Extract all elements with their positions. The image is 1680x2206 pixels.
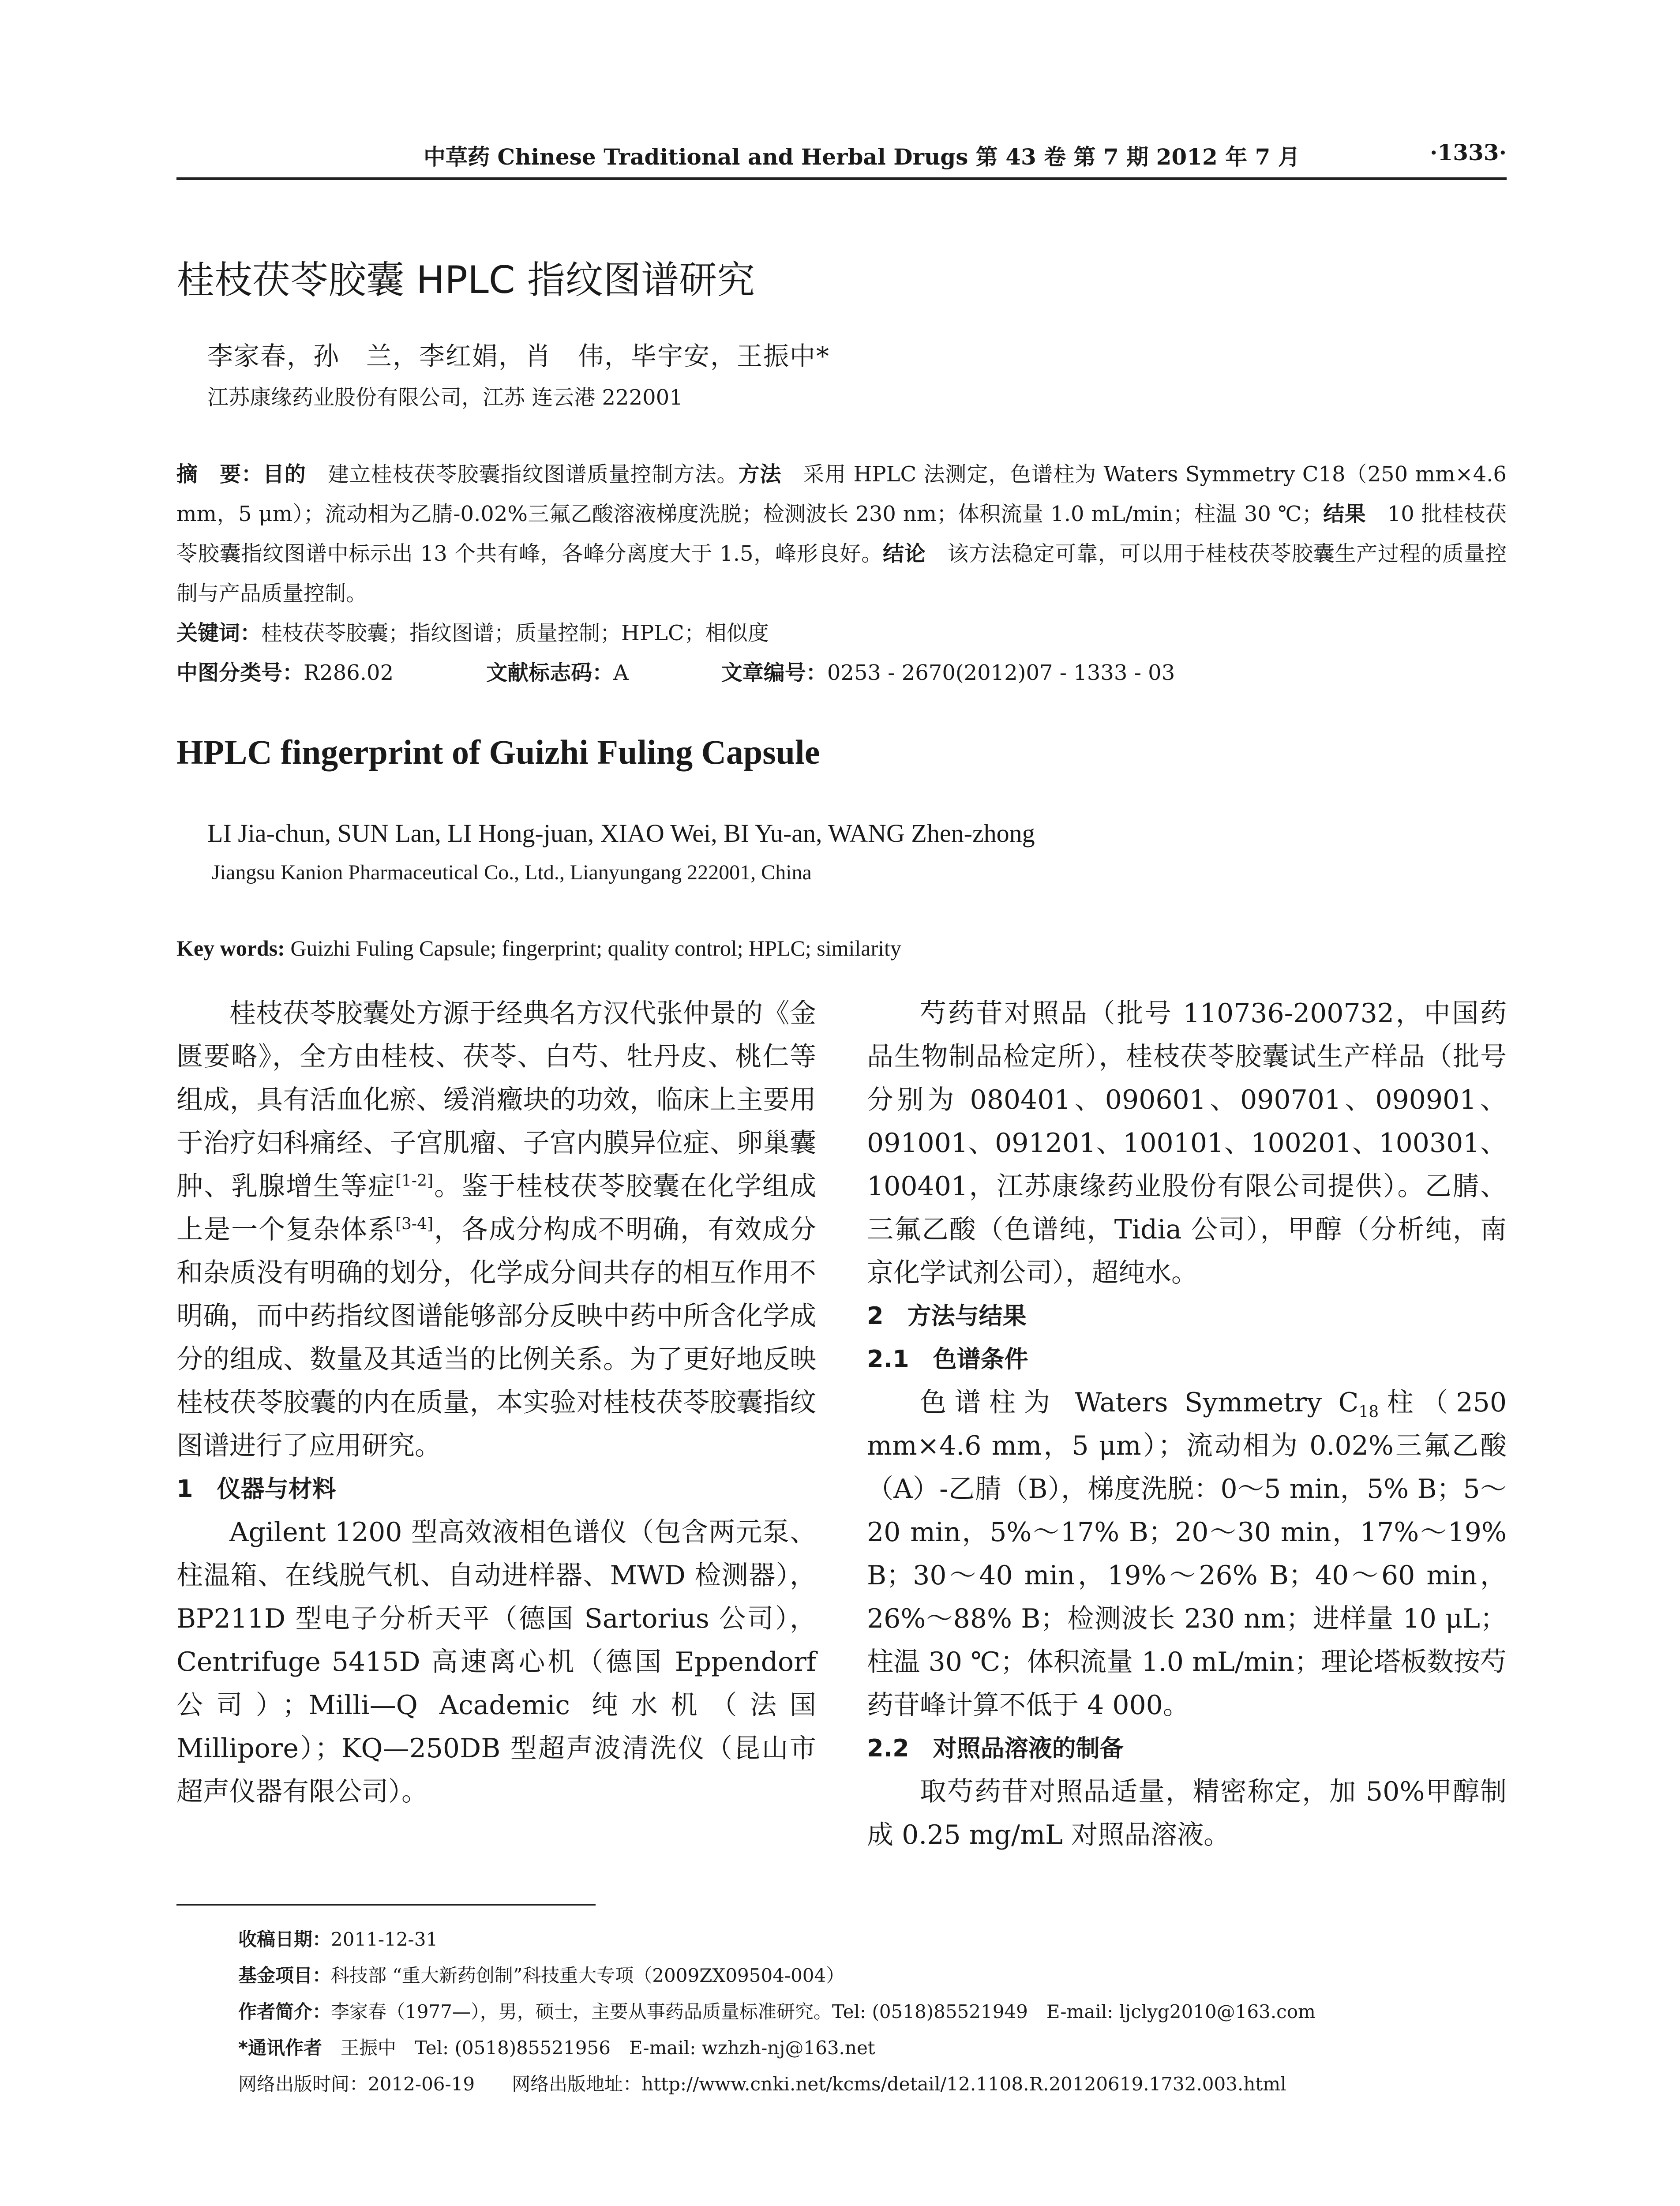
running-header: [176, 139, 1507, 175]
objective-label: 目的: [262, 462, 306, 487]
journal-info: 中草药 Chinese Traditional and Herbal Drugs 第 43 卷 第 7 期 2012 年 7 月: [424, 144, 1300, 170]
author-bio-label: 作者简介：: [238, 2001, 331, 2022]
footnotes: [238, 1921, 1316, 2102]
fund-info: [238, 1958, 1316, 1994]
article-number-value: 0253 - 2670(2012)07 - 1333 - 03: [827, 660, 1175, 685]
keywords-en: [176, 935, 901, 961]
materials-paragraph: 芍药苷对照品（批号 110736-200732，中国药品生物制品检定所），桂枝茯苓胶囊试生产样品（批号分别为 080401、090601、090701、090901、091001、091201、100101、100201、100301、100401，江苏康缘药业股份有限公司提供）。乙腈、三氟乙酸（色谱纯，Tidia 公司），甲醇（分析纯，南京化学试剂公司），超纯水。: [867, 998, 1507, 1288]
online-publication: 网络出版时间：2012-06-19 网络出版地址：http://www.cnki.net/kcms/detail/12.1108.R.20120619.1732.003.html: [238, 2073, 1286, 2095]
author-bio: [238, 1994, 1316, 2030]
received-label: 收稿日期：: [238, 1928, 331, 1950]
doc-code-value: A: [613, 660, 629, 685]
corresponding-author: [238, 2030, 1316, 2066]
intro-text-2: 。鉴于桂枝茯苓胶囊在化学组成上是一个复杂体系: [176, 1171, 817, 1245]
c18-subscript: 18: [1358, 1403, 1379, 1421]
objective-text: 建立桂枝茯苓胶囊指纹图谱质量控制方法。: [306, 462, 739, 487]
conditions-text-2: 柱（250 mm×4.6 mm，5 μm）；流动相为 0.02%三氟乙酸（A）-乙腈（B），梯度洗脱：0～5 min，5% B；5～20 min，5%～17% B；20～30 min，17%～19% B；30～40 min，19%～26% B；40～60 min，26%～88% B；检测波长 230 nm；进样量 10 μL；柱温 30 ℃；体积流量 1.0 mL/min；理论塔板数按芍药苷峰计算不低于 4 000。: [867, 1387, 1507, 1721]
abstract-label: 摘 要：: [176, 462, 263, 487]
method-label: 方法: [738, 462, 782, 487]
article-title-cn: 桂枝茯苓胶囊 HPLC 指纹图谱研究: [176, 258, 755, 302]
clc-value: R286.02: [304, 660, 394, 685]
received-date: [238, 1921, 1316, 1958]
instruments-paragraph: Agilent 1200 型高效液相色谱仪（包含两元泵、柱温箱、在线脱气机、自动进样器、MWD 检测器），BP211D 型电子分析天平（德国 Sartorius 公司），Centrifuge 5415D 高速离心机（德国 Eppendorf 公司）；Milli—Q Academic 纯水机（法国 Millipore）；KQ—250DB 型超声波清洗仪（昆山市超声仪器有限公司）。: [176, 1517, 816, 1807]
author-bio-value: 李家春（1977—），男，硕士，主要从事药品质量标准研究。Tel: (0518)85521949 E-mail: ljclyg2010@163.com: [331, 2001, 1316, 2022]
abstract-cn: [176, 454, 1507, 613]
intro-text-1: 桂枝茯苓胶囊处方源于经典名方汉代张仲景的《金匮要略》，全方由桂枝、茯苓、白芍、牡丹皮、桃仁等组成，具有活血化瘀、缓消癥块的功效，临床上主要用于治疗妇科痛经、子宫肌瘤、子宫内膜异位症、卵巢囊肿、乳腺增生等症: [176, 998, 816, 1202]
body-column-right: [867, 992, 1507, 1857]
affiliation-cn: 江苏康缘药业股份有限公司，江苏 连云港 222001: [207, 385, 683, 410]
corresponding-value: 王振中 Tel: (0518)85521956 E-mail: wzhzh-nj@163.net: [322, 2037, 875, 2059]
page-number: ·1333·: [1430, 139, 1507, 165]
result-text: 10 批桂枝茯苓胶囊指纹图谱中标示出 13 个共有峰，各峰分离度大于 1.5，峰形良好。: [176, 502, 1507, 566]
header-rule: [176, 177, 1507, 180]
section-heading-2: 2 方法与结果: [867, 1302, 1027, 1330]
article-title-en: HPLC fingerprint of Guizhi Fuling Capsule: [176, 733, 820, 771]
reference-solution-paragraph: 取芍药苷对照品适量，精密称定，加 50%甲醇制成 0.25 mg/mL 对照品溶液。: [867, 1776, 1507, 1850]
affiliation-en: Jiangsu Kanion Pharmaceutical Co., Ltd., Lianyungang 222001, China: [212, 861, 812, 884]
intro-paragraph: [176, 992, 816, 1467]
section-heading-1: 1 仪器与材料: [176, 1475, 336, 1503]
article-number-label: 文章编号：: [721, 660, 827, 685]
article-meta: [176, 613, 1507, 693]
footnote-rule: [176, 1904, 596, 1906]
method-text: 采用 HPLC 法测定，色谱柱为 Waters Symmetry C18（250 mm×4.6 mm，5 μm）；流动相为乙腈-0.02%三氟乙酸溶液梯度洗脱；检测波长 230 nm；体积流量 1.0 mL/min；柱温 30 ℃；: [176, 462, 1507, 526]
fund-label: 基金项目：: [238, 1965, 331, 1986]
conclusion-text: 该方法稳定可靠，可以用于桂枝茯苓胶囊生产过程的质量控制与产品质量控制。: [176, 541, 1507, 606]
authors-en: LI Jia-chun, SUN Lan, LI Hong-juan, XIAO Wei, BI Yu-an, WANG Zhen-zhong: [207, 819, 1035, 848]
keywords-en-label: Key words:: [176, 936, 285, 960]
fund-value: 科技部 “重大新药创制”科技重大专项（2009ZX09504-004）: [331, 1965, 845, 1986]
clc-label: 中图分类号：: [176, 660, 304, 685]
chromatography-paragraph: [867, 1381, 1507, 1727]
keywords-cn: [176, 613, 1507, 653]
authors-cn: 李家春，孙 兰，李红娟，肖 伟，毕宇安，王振中*: [207, 341, 830, 371]
received-value: 2011-12-31: [331, 1928, 438, 1950]
keywords-en-value: Guizhi Fuling Capsule; fingerprint; quality control; HPLC; similarity: [285, 936, 901, 960]
conditions-text-1: 色谱柱为 Waters Symmetry C: [920, 1387, 1359, 1418]
classification-row: [176, 653, 1507, 693]
section-heading-2-2: 2.2 对照品溶液的制备: [867, 1734, 1124, 1762]
citation-1: [1-2]: [395, 1172, 434, 1190]
corresponding-label: *通讯作者: [238, 2037, 322, 2059]
body-column-left: [176, 992, 816, 1813]
conclusion-label: 结论: [883, 541, 926, 566]
doc-code-label: 文献标志码：: [486, 660, 614, 685]
result-label: 结果: [1323, 502, 1366, 526]
intro-text-3: ，各成分构成不明确，有效成分和杂质没有明确的划分，化学成分间共存的相互作用不明确，而中药指纹图谱能够部分反映中药中所含化学成分的组成、数量及其适当的比例关系。为了更好地反映桂枝茯苓胶囊的内在质量，本实验对桂枝茯苓胶囊指纹图谱进行了应用研究。: [176, 1214, 817, 1461]
citation-2: [3-4]: [395, 1215, 434, 1233]
keywords-value: 桂枝茯苓胶囊；指纹图谱；质量控制；HPLC；相似度: [261, 621, 769, 645]
keywords-label: 关键词：: [176, 621, 262, 645]
section-heading-2-1: 2.1 色谱条件: [867, 1345, 1028, 1373]
